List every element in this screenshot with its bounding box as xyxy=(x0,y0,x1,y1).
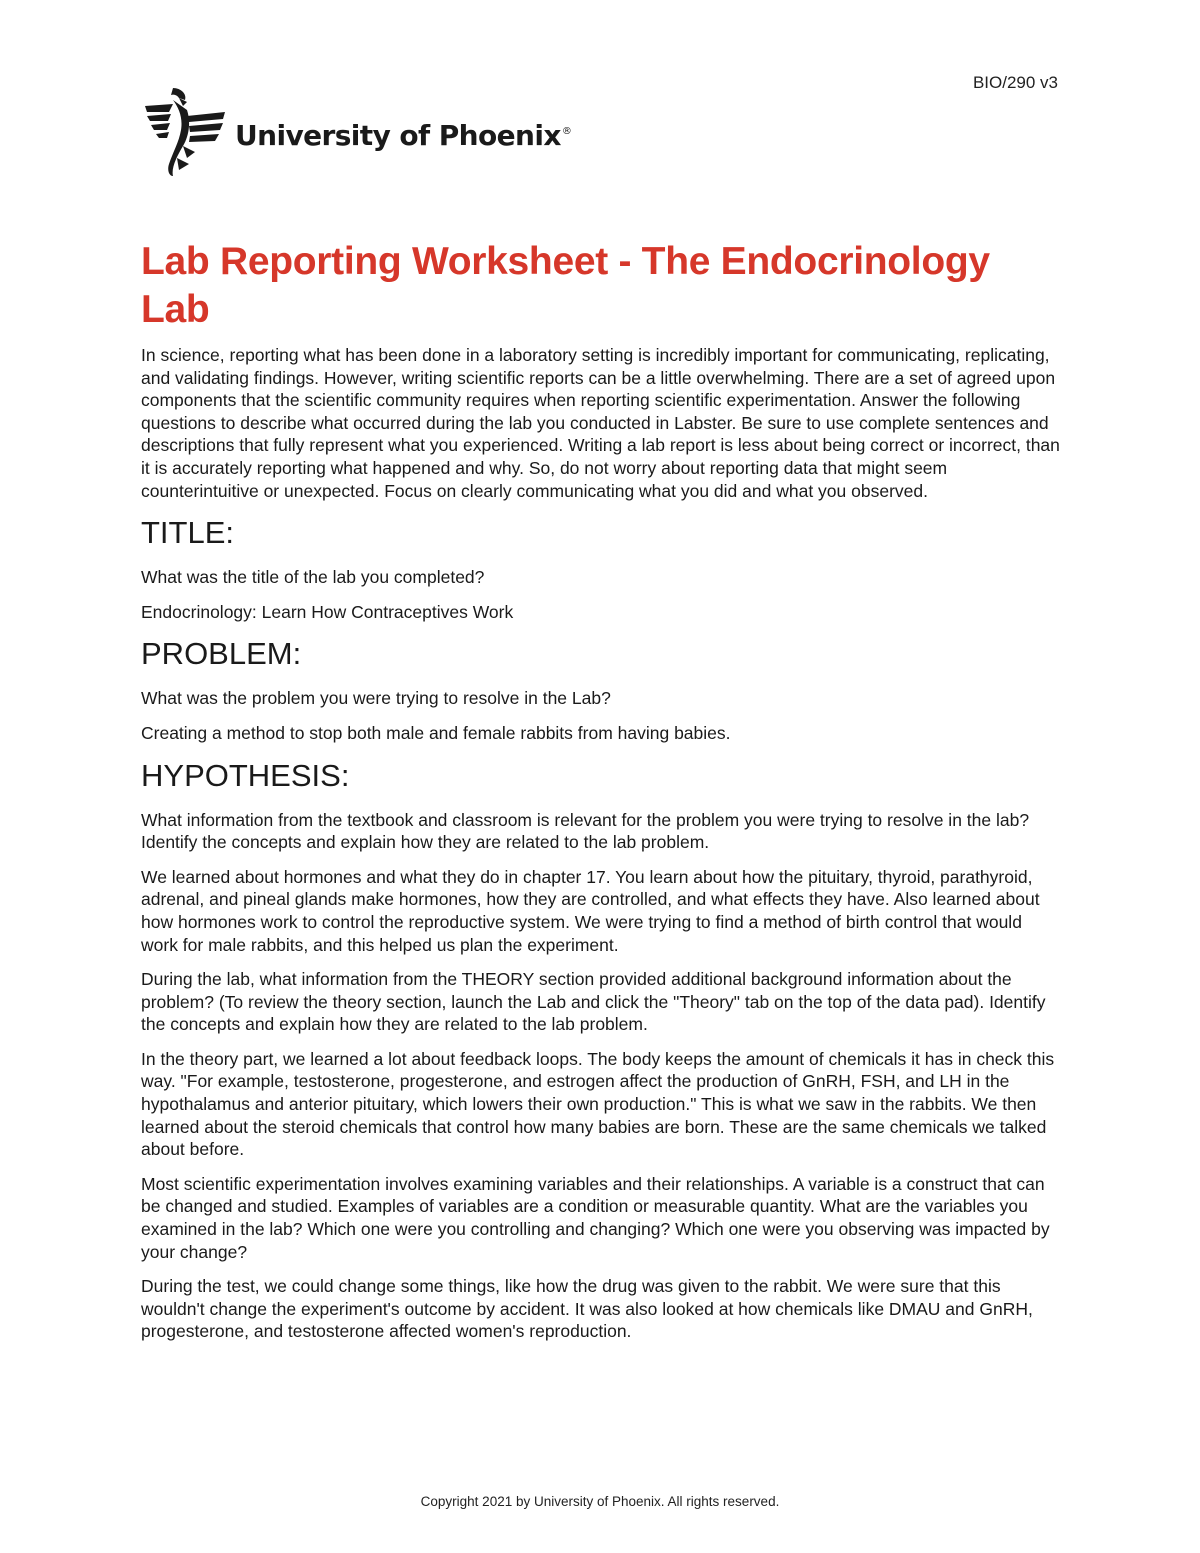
logo-text: University of Phoenix® xyxy=(235,118,572,152)
hypothesis-answer-2: In the theory part, we learned a lot about feedback loops. The body keeps the amount of chemicals it has in check this way. "For example, testosterone, progesterone, and estrogen affect the production of GnRH, FSH, and LH in the hypothalamus and anterior pituitary, which lowers their own production." This is what we saw in the rabbits. We then learned about the steroid chemicals that control how many babies are born. These are the same chemicals we talked about before. xyxy=(141,1048,1055,1160)
registered-mark: ® xyxy=(561,126,572,138)
hypothesis-question-3: Most scientific experimentation involves examining variables and their relationships. A variable is a construct that can be changed and studied. Examples of variables are a condition or measurable quantity. What are the variables you examined in the lab? Which one were you controlling and changing? Which one were you observing was impacted by your change? xyxy=(141,1173,1050,1262)
intro-paragraph: In science, reporting what has been done in a laboratory setting is incredibly important for communicating, replicating, and validating findings. However, writing scientific reports can be a little overwhelming. There are a set of agreed upon components that the scientific community requires when reporting scientific experimentation. Answer the following questions to describe what occurred during the lab you conducted in Labster. Be sure to use complete sentences and descriptions that fully represent what you experienced. Writing a lab report is less about being correct or incorrect, than it is accurately reporting what happened and why. So, do not worry about reporting data that might seem counterintuitive or unexpected. Focus on clearly communicating what you did and what you observed. xyxy=(141,345,1060,501)
hypothesis-heading: HYPOTHESIS: xyxy=(141,757,350,793)
problem-question: What was the problem you were trying to resolve in the Lab? xyxy=(141,688,611,709)
hypothesis-question-2: During the lab, what information from the THEORY section provided additional background information about the problem? (To review the theory section, launch the Lab and click the "Theory" tab on the top of the data pad). Identify the concepts and explain how they are related to the lab problem. xyxy=(141,969,1046,1035)
hypothesis-question-1: What information from the textbook and classroom is relevant for the problem you were trying to resolve in the lab? Identify the concepts and explain how they are related to the lab problem. xyxy=(141,809,1030,853)
title-heading: TITLE: xyxy=(141,515,235,551)
course-code: BIO/290 v3 xyxy=(972,73,1058,92)
hypothesis-answer-3: During the test, we could change some things, like how the drug was given to the rabbit. We were sure that this wouldn't change the experiment's outcome by accident. It was also looked at how chemicals like DMAU and GnRH, progesterone, and testosterone affected women's reproduction. xyxy=(141,1276,1033,1342)
worksheet-content xyxy=(141,238,1061,1355)
copyright-footer: Copyright 2021 by University of Phoenix. All rights reserved. xyxy=(420,1494,780,1509)
university-logo xyxy=(143,86,571,178)
problem-heading: PROBLEM: xyxy=(141,636,302,672)
title-question: What was the title of the lab you completed? xyxy=(141,567,485,588)
page-title: Lab Reporting Worksheet - The Endocrinology Lab xyxy=(141,240,990,331)
phoenix-bird-icon xyxy=(143,86,227,178)
problem-answer: Creating a method to stop both male and female rabbits from having babies. xyxy=(141,722,731,743)
title-answer: Endocrinology: Learn How Contraceptives Work xyxy=(141,601,514,622)
hypothesis-answer-1: We learned about hormones and what they do in chapter 17. You learn about how the pituitary, thyroid, parathyroid, adrenal, and pineal glands make hormones, how they are controlled, and what effects they have. Also learned about how hormones work to control the reproductive system. We were trying to find a method of birth control that would work for male rabbits, and this helped us plan the experiment. xyxy=(141,866,1040,955)
